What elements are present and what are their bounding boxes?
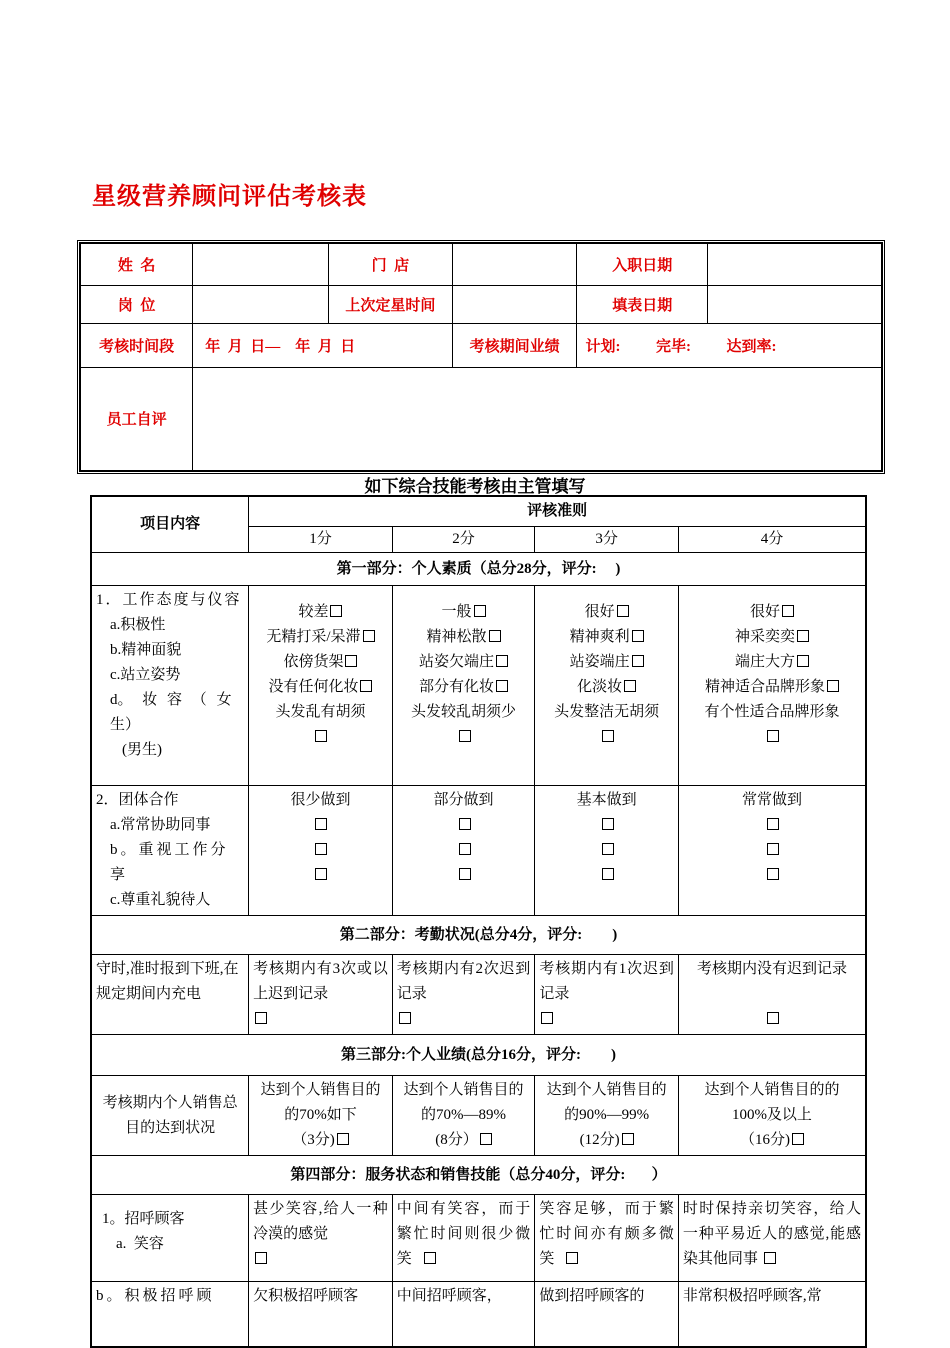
section-4-header: 第四部分：服务状态和销售技能（总分40分，评分: ） — [91, 1156, 866, 1195]
section-subtitle: 如下综合技能考核由主管填写 — [364, 477, 586, 496]
checkbox[interactable] — [602, 868, 614, 880]
name-label: 姓 名 — [80, 243, 193, 285]
rate-label: 达到率: — [726, 338, 777, 355]
item-line: a. 笑容 — [116, 1236, 164, 1252]
score-text: (12分) — [579, 1132, 620, 1148]
s3-item-label: 考核期内个人销售总目的达到状况 — [91, 1076, 249, 1156]
criterion-text: 达到个人销售目的的90%—99% — [546, 1082, 667, 1123]
checkbox[interactable] — [767, 843, 779, 855]
fill-date-label: 填表日期 — [577, 285, 708, 323]
store-label: 门 店 — [329, 243, 453, 285]
checkbox[interactable] — [566, 1252, 578, 1264]
checkbox[interactable] — [541, 1012, 553, 1024]
s4-item1-score3 — [535, 1195, 679, 1282]
score-header-1: 1分 — [249, 527, 393, 553]
s3-score4 — [678, 1076, 866, 1156]
s4-item2-label: b。积极招呼顾 — [91, 1282, 249, 1348]
checkbox[interactable] — [496, 655, 508, 667]
item-line: c.尊重礼貌待人 — [110, 892, 211, 908]
checkbox[interactable] — [255, 1012, 267, 1024]
criterion-text: 考核期内有2次迟到记录 — [396, 961, 531, 1002]
item-line: 1。招呼顾客 — [102, 1211, 185, 1227]
criterion-text: 精神松散 — [426, 629, 487, 645]
item-line: d。 妆 容 （ 女生） — [110, 692, 232, 733]
criterion-text: 端庄大方 — [734, 654, 795, 670]
checkbox[interactable] — [459, 843, 471, 855]
criterion-text: 神采奕奕 — [734, 629, 795, 645]
score-text: (8分） — [435, 1132, 478, 1148]
criterion-text: 常常做到 — [741, 792, 802, 808]
criterion-text: 头发较乱胡须少 — [411, 704, 517, 720]
hire-date-field[interactable] — [708, 243, 882, 285]
plan-label: 计划: — [585, 338, 621, 355]
checkbox[interactable] — [602, 818, 614, 830]
score-header-3: 3分 — [535, 527, 679, 553]
checkbox[interactable] — [315, 730, 327, 742]
section-2-header: 第二部分：考勤状况(总分4分，评分: ) — [91, 916, 866, 955]
period-value[interactable]: 年 月 日— 年 月 日 — [193, 323, 453, 367]
criterion-text: 站姿欠端庄 — [419, 654, 495, 670]
checkbox[interactable] — [315, 868, 327, 880]
s1-item1-score2 — [392, 586, 535, 786]
store-field[interactable] — [452, 243, 577, 285]
checkbox[interactable] — [424, 1252, 436, 1264]
criterion-text: 时时保持亲切笑容，给人一种平易近人的感觉,能感染其他同事 — [682, 1201, 861, 1267]
performance-field[interactable] — [577, 323, 882, 367]
checkbox[interactable] — [337, 1133, 349, 1145]
checkbox[interactable] — [767, 818, 779, 830]
s4-item1-label — [91, 1195, 249, 1282]
item-line: c.站立姿势 — [110, 667, 181, 683]
checkbox[interactable] — [360, 680, 372, 692]
criterion-text: 一般 — [441, 604, 472, 620]
s3-score2 — [392, 1076, 535, 1156]
criterion-text: 有个性适合品牌形象 — [704, 704, 840, 720]
criterion-text: 很少做到 — [290, 792, 351, 808]
item-header: 项目内容 — [91, 496, 249, 553]
item-line: a.常常协助同事 — [110, 817, 211, 833]
item-line: a.积极性 — [110, 617, 166, 633]
s4-item2-score4: 非常积极招呼顾客,常 — [678, 1282, 866, 1348]
s1-item1-score1 — [249, 586, 393, 786]
criterion-text: 没有任何化妆 — [268, 679, 359, 695]
score-header-2: 2分 — [392, 527, 535, 553]
position-field[interactable] — [193, 285, 329, 323]
criterion-text: 头发整洁无胡须 — [554, 704, 660, 720]
criterion-text: 考核期内有1次迟到记录 — [539, 961, 674, 1002]
s4-item2-score2: 中间招呼顾客， — [392, 1282, 535, 1348]
s1-item2-score3 — [535, 786, 679, 916]
criterion-text: 很好 — [584, 604, 615, 620]
last-star-field[interactable] — [452, 285, 577, 323]
checkbox[interactable] — [602, 843, 614, 855]
checkbox[interactable] — [602, 730, 614, 742]
criterion-text: 较差 — [298, 604, 329, 620]
position-label: 岗 位 — [80, 285, 193, 323]
checkbox[interactable] — [399, 1012, 411, 1024]
criterion-text: 化淡妆 — [577, 679, 623, 695]
self-eval-label: 员工自评 — [80, 367, 193, 471]
checkbox[interactable] — [496, 680, 508, 692]
criterion-text: 甚少笑容,给人一种冷漠的感觉 — [253, 1201, 388, 1242]
checkbox[interactable] — [255, 1252, 267, 1264]
s4-item2-score3: 做到招呼顾客的 — [535, 1282, 679, 1348]
done-label: 完毕: — [655, 338, 691, 355]
checkbox[interactable] — [363, 630, 375, 642]
period-label: 考核时间段 — [80, 323, 193, 367]
s2-score4 — [678, 955, 866, 1035]
fill-date-field[interactable] — [708, 285, 882, 323]
checkbox[interactable] — [622, 1133, 634, 1145]
criterion-text: 很好 — [749, 604, 780, 620]
checkbox[interactable] — [330, 605, 342, 617]
criterion-text: 依傍货架 — [283, 654, 344, 670]
criterion-text: 部分有化妆 — [419, 679, 495, 695]
checkbox[interactable] — [782, 605, 794, 617]
checkbox[interactable] — [617, 605, 629, 617]
section-3-header: 第三部分:个人业绩(总分16分，评分: ) — [91, 1035, 866, 1076]
checkbox[interactable] — [767, 730, 779, 742]
item-line: 2．团体合作 — [96, 792, 179, 808]
section-1-header: 第一部分：个人素质（总分28分，评分: ) — [91, 553, 866, 586]
criterion-text: 中间有笑容，而于繁忙时间则很少微笑 — [396, 1201, 531, 1267]
self-eval-field[interactable] — [193, 367, 882, 471]
s4-item2-score1: 欠积极招呼顾客 — [249, 1282, 393, 1348]
checkbox[interactable] — [459, 730, 471, 742]
s1-item1-score4 — [678, 586, 866, 786]
item-line: (男生) — [122, 742, 162, 758]
criterion-text: 站姿端庄 — [569, 654, 630, 670]
checkbox[interactable] — [764, 1252, 776, 1264]
score-text: （3分) — [292, 1132, 335, 1148]
s3-score1 — [249, 1076, 393, 1156]
skills-table — [90, 495, 867, 1348]
s1-item2-score2 — [392, 786, 535, 916]
s1-item2-score1 — [249, 786, 393, 916]
name-field[interactable] — [193, 243, 329, 285]
score-header-4: 4分 — [678, 527, 866, 553]
checkbox[interactable] — [459, 868, 471, 880]
s4-item1-score1 — [249, 1195, 393, 1282]
item-line: b.精神面貌 — [110, 642, 182, 658]
s1-item1-score3 — [535, 586, 679, 786]
criterion-text: 达到个人销售目的的100%及以上 — [704, 1082, 840, 1123]
criterion-text: 达到个人销售目的的70%如下 — [260, 1082, 381, 1123]
last-star-label: 上次定星时间 — [329, 285, 453, 323]
s4-item1-score2 — [392, 1195, 535, 1282]
criterion-text: 部分做到 — [433, 792, 494, 808]
s2-score1 — [249, 955, 393, 1035]
checkbox[interactable] — [474, 605, 486, 617]
performance-label: 考核期间业绩 — [452, 323, 577, 367]
s4-item1-score4 — [678, 1195, 866, 1282]
page-title: 星级营养顾问评估考核表 — [92, 184, 367, 210]
s1-item2-score4 — [678, 786, 866, 916]
checkbox[interactable] — [624, 680, 636, 692]
checkbox[interactable] — [797, 655, 809, 667]
item-line: 1．工作态度与仪容 — [96, 592, 242, 608]
criterion-text: 精神爽利 — [569, 629, 630, 645]
checkbox[interactable] — [315, 843, 327, 855]
checkbox[interactable] — [792, 1133, 804, 1145]
checkbox[interactable] — [827, 680, 839, 692]
s2-score3 — [535, 955, 679, 1035]
criterion-text: 精神适合品牌形象 — [704, 679, 825, 695]
item-line: b。重视工作分享 — [110, 842, 229, 883]
employee-info-table — [79, 242, 883, 472]
s3-score3 — [535, 1076, 679, 1156]
checkbox[interactable] — [459, 818, 471, 830]
checkbox[interactable] — [489, 630, 501, 642]
checkbox[interactable] — [797, 630, 809, 642]
criterion-text: 笑容足够，而于繁忙时间亦有颇多微笑 — [539, 1201, 674, 1267]
s1-item1-label — [91, 586, 249, 786]
score-text: （16分) — [739, 1132, 790, 1148]
criterion-text: 考核期内没有迟到记录 — [696, 961, 847, 977]
criteria-header: 评核准则 — [249, 496, 866, 527]
checkbox[interactable] — [480, 1133, 492, 1145]
checkbox[interactable] — [632, 655, 644, 667]
checkbox[interactable] — [345, 655, 357, 667]
criterion-text: 头发乱有胡须 — [275, 704, 366, 720]
criterion-text: 无精打采/呆滞 — [266, 629, 361, 645]
checkbox[interactable] — [632, 630, 644, 642]
s2-score2 — [392, 955, 535, 1035]
s1-item2-label — [91, 786, 249, 916]
checkbox[interactable] — [767, 868, 779, 880]
s2-item-label: 守时,准时报到下班,在规定期间内充电 — [91, 955, 249, 1035]
criterion-text: 达到个人销售目的的70%—89% — [403, 1082, 524, 1123]
hire-date-label: 入职日期 — [577, 243, 708, 285]
criterion-text: 考核期内有3次或以上迟到记录 — [253, 961, 388, 1002]
checkbox[interactable] — [315, 818, 327, 830]
checkbox[interactable] — [767, 1012, 779, 1024]
criterion-text: 基本做到 — [576, 792, 637, 808]
